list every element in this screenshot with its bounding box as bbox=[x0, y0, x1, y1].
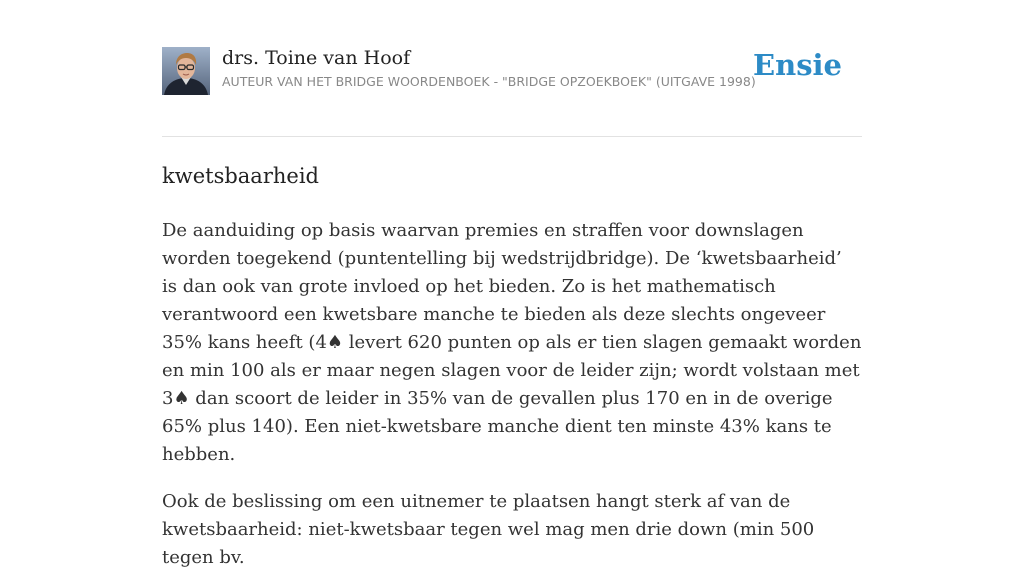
author-info bbox=[222, 45, 762, 93]
article bbox=[162, 42, 862, 572]
author-name[interactable]: drs. Toine van Hoof bbox=[222, 47, 411, 69]
entry-paragraph: De aanduiding op basis waarvan premies en straffen voor downslagen worden toegekend (puntentelling bij wedstrijdbridge). De ‘kwetsbaarheid’ is dan ook van grote invloed op het bieden. Zo is het mathematisch verantwoord een kwetsbare manche te bieden als deze slechts ongeveer 35% kans heeft (4♠ levert 620 punten op als er tien slagen gemaakt worden en min 100 als er maar negen slagen voor de leider zijn; wordt volstaan met 3♠ dan scoort de leider in 35% van de gevallen plus 170 en in de overige 65% plus 140). Een niet-kwetsbare manche dient ten minste 43% kans te hebben. bbox=[162, 220, 862, 465]
entry-paragraph: Ook de beslissing om een uitnemer te plaatsen hangt sterk af van de kwetsbaarheid: niet-kwetsbaar tegen wel mag men drie down (min 500 tegen bv. bbox=[162, 491, 815, 568]
entry-title: kwetsbaarheid bbox=[162, 164, 319, 188]
person-portrait-icon bbox=[162, 47, 210, 95]
brand-logo-link[interactable]: Ensie bbox=[753, 48, 842, 82]
author-header bbox=[162, 42, 862, 137]
author-avatar[interactable] bbox=[162, 47, 210, 95]
author-subtitle: AUTEUR VAN HET BRIDGE WOORDENBOEK - "BRIDGE OPZOEKBOEK" (UITGAVE 1998) bbox=[222, 74, 756, 89]
